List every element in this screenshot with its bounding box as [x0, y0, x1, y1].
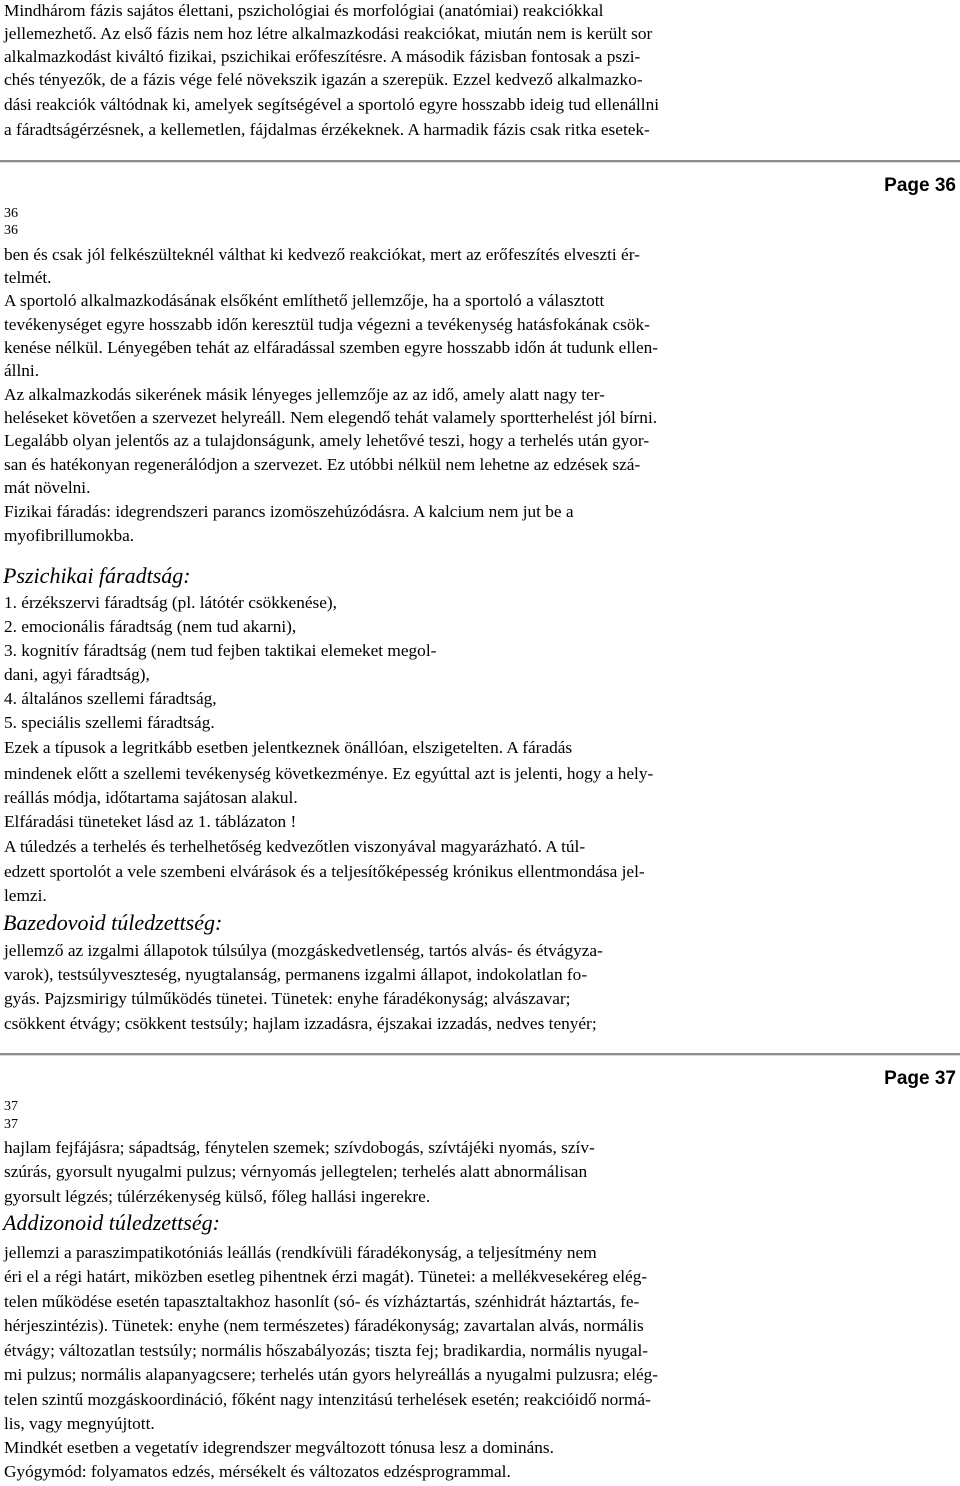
list-item: 1. érzékszervi fáradtság (pl. látótér csökkenése), [4, 593, 337, 612]
text-line: edzett sportolót a vele szembeni elvárások és a teljesítőképesség krónikus ellentmondása jel- [4, 862, 645, 881]
text-line: mindenek előtt a szellemi tevékenység következménye. Ez egyúttal azt is jelenti, hogy a hely- [4, 764, 654, 783]
list-item: 3. kognitív fáradtság (nem tud fejben taktikai elemeket megol- [4, 641, 437, 660]
text-line: gyorsult légzés; túlérzékenység külső, főleg hallási ingerekre. [4, 1187, 431, 1206]
text-line: lis, vagy megnyújtott. [4, 1414, 155, 1433]
text-line: állni. [4, 361, 40, 380]
text-line: jellemezhető. Az első fázis nem hoz létre alkalmazkodási reakciókat, miután nem is került sor [4, 24, 653, 43]
text-line: telen működése esetén tapasztaltakhoz hasonlít (só- és vízháztartás, szénhidrát háztartás, fe- [4, 1292, 640, 1311]
text-line: mát növelni. [4, 478, 91, 497]
list-item: 2. emocionális fáradtság (nem tud akarni), [4, 617, 297, 636]
text-line: lemzi. [4, 886, 47, 905]
page-label: Page 36 [884, 175, 956, 196]
text-line: varok), testsúlyveszteség, nyugtalanság, permanens izgalmi állapot, indokolatlan fo- [4, 965, 588, 984]
text-line: Gyógymód: folyamatos edzés, mérsékelt és változatos edzésprogrammal. [4, 1462, 511, 1481]
text-line: jellemzi a paraszimpatikotóniás leállás (rendkívüli fáradékonyság, a teljesítmény nem [4, 1243, 597, 1262]
text-line: mi pulzus; normális alapanyagcsere; terhelés után gyors helyreállás a nyugalmi pulzusra; elég- [4, 1365, 659, 1384]
text-line: Legalább olyan jelentős az a tulajdonságunk, amely lehetővé teszi, hogy a terhelés után gyor- [4, 431, 650, 450]
text-line: telen szintű mozgáskoordináció, főként nagy intenzitású terhelések esetén; reakcióidő normá- [4, 1390, 651, 1409]
text-line: chés tényezők, de a fázis vége felé növekszik igazán a szerepük. Ezzel kedvező alkalmazko- [4, 70, 643, 89]
text-line: A túledzés a terhelés és terhelhetőség kedvezőtlen viszonyával magyarázható. A túl- [4, 837, 586, 856]
text-line: tevékenységet egyre hosszabb időn keresztül tudja végezni a tevékenység hatásfokának csök- [4, 315, 650, 334]
text-line: a fáradtságérzésnek, a kellemetlen, fájdalmas érzékeknek. A harmadik fázis csak ritka esetek- [4, 120, 650, 139]
text-line: Elfáradási tüneteket lásd az 1. táblázaton ! [4, 812, 297, 831]
text-line: éri el a régi határt, miközben esetleg pihentnek érzi magát). Tünetei: a mellékvesekéreg elég- [4, 1267, 648, 1286]
text-line: dási reakciók váltódnak ki, amelyek segítségével a sportoló egyre hosszabb ideig tud ellenállni [4, 95, 660, 114]
text-line: reállás módja, időtartama sajátosan alakul. [4, 788, 298, 807]
page-number: 37 [4, 1117, 18, 1132]
section-heading: Addizonoid túledzettség: [3, 1210, 220, 1235]
text-line: alkalmazkodást kiváltó fizikai, pszichikai erőfeszítésre. A második fázisban fontosak a pszi- [4, 47, 641, 66]
text-line: Ezek a típusok a legritkább esetben jelentkeznek önállóan, elszigetelten. A fáradás [4, 738, 573, 757]
text-line: myofibrillumokba. [4, 526, 135, 545]
text-line: kenése nélkül. Lényegében tehát az elfáradással szemben egyre hosszabb időn át tudunk ellen- [4, 338, 659, 357]
list-item: dani, agyi fáradtság), [4, 665, 150, 684]
page-number: 36 [4, 206, 18, 221]
list-item: 5. speciális szellemi fáradtság. [4, 713, 215, 732]
list-item: 4. általános szellemi fáradtság, [4, 689, 217, 708]
section-heading: Bazedovoid túledzettség: [3, 910, 223, 935]
text-line: heléseket követően a szervezet helyreáll. Nem elegendő tehát valamely sportterhelést jól bírni. [4, 408, 658, 427]
text-line: san és hatékonyan regenerálódjon a szervezet. Ez utóbbi nélkül nem lehetne az edzések szá- [4, 455, 641, 474]
text-line: telmét. [4, 268, 52, 287]
text-line: A sportoló alkalmazkodásának elsőként említhető jellemzője, ha a sportoló a választott [4, 291, 605, 310]
text-line: szúrás, gyorsult nyugalmi pulzus; vérnyomás jellegtelen; terhelés alatt abnormálisan [4, 1162, 588, 1181]
text-line: Mindkét esetben a vegetatív idegrendszer megváltozott tónusa lesz a domináns. [4, 1438, 554, 1457]
text-line: hajlam fejfájásra; sápadtság, fénytelen szemek; szívdobogás, szívtájéki nyomás, szív- [4, 1138, 595, 1157]
text-line: jellemző az izgalmi állapotok túlsúlya (mozgáskedvetlenség, tartós alvás- és étvágyza- [4, 941, 603, 960]
text-line: csökkent étvágy; csökkent testsúly; hajlam izzadásra, éjszakai izzadás, nedves tenyér; [4, 1014, 597, 1033]
page-label: Page 37 [884, 1068, 956, 1089]
section-heading: Pszichikai fáradtság: [3, 563, 191, 588]
page-number: 36 [4, 223, 18, 238]
text-line: Fizikai fáradás: idegrendszeri parancs izomöszehúzódásra. A kalcium nem jut be a [4, 502, 574, 521]
text-line: étvágy; változatlan testsúly; normális hőszabályozás; tiszta fej; bradikardia, normális nyugal- [4, 1341, 649, 1360]
text-line: ben és csak jól felkészülteknél válthat ki kedvező reakciókat, mert az erőfeszítés elveszti ér- [4, 245, 640, 264]
page-number: 37 [4, 1099, 18, 1114]
text-line: gyás. Pajzsmirigy túlműködés tünetei. Tünetek: enyhe fáradékonyság; alvászavar; [4, 989, 571, 1008]
text-line: Mindhárom fázis sajátos élettani, pszichológiai és morfológiai (anatómiai) reakciókkal [4, 1, 604, 20]
page-divider [0, 160, 960, 163]
text-line: Az alkalmazkodás sikerének másik lényeges jellemzője az az idő, amely alatt nagy ter- [4, 385, 605, 404]
page-divider [0, 1053, 960, 1056]
text-line: hérjeszintézis). Tünetek: enyhe (nem természetes) fáradékonyság; zavartalan alvás, normális [4, 1316, 644, 1335]
